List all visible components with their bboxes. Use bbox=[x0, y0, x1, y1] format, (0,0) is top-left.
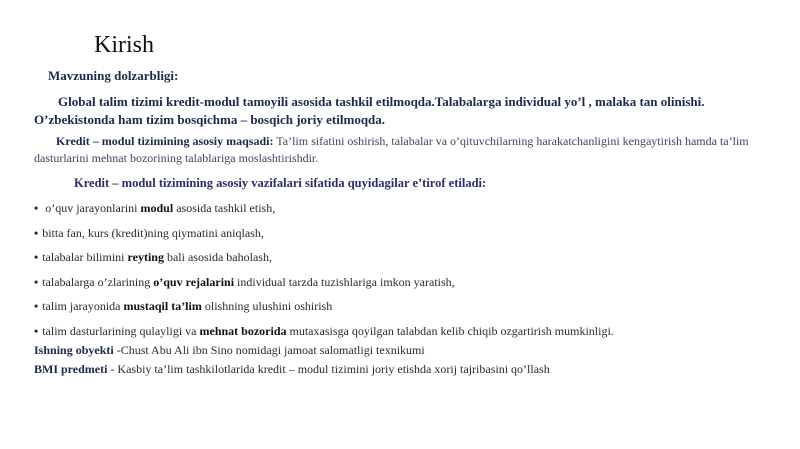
research-object-line bbox=[34, 343, 425, 358]
bullet-icon: • bbox=[34, 201, 39, 215]
research-subject-line bbox=[34, 362, 550, 377]
research-object-label: Ishning obyekti bbox=[34, 343, 114, 357]
goal-paragraph bbox=[34, 133, 764, 167]
list-item: • bitta fan, kurs (kredit)ning qiymatini aniqlash, bbox=[34, 225, 264, 240]
relevance-heading: Mavzuning dolzarbligi: bbox=[48, 68, 179, 83]
bullet-icon: • bbox=[34, 323, 39, 338]
goal-text: Ta’lim sifatini oshirish, talabalar va o’qituvchilarning harakatchanligini kengaytirish hamda ta’lim dasturlarini mehnat bozorining talablariga moslashtirishdir. bbox=[34, 134, 749, 165]
tasks-list bbox=[34, 199, 774, 346]
intro-text: Global talim tizimi kredit-modul tamoyili asosida tashkil etilmoqda.Talabalarga individual yo’l , malaka tan olinishi. O’zbekistonda ham tizim bosqichma – bosqich joriy etilmoqda. bbox=[34, 94, 705, 127]
research-object-text: -Chust Abu Ali ibn Sino nomidagi jamoat salomatligi texnikumi bbox=[113, 343, 425, 357]
bullet-icon: • bbox=[34, 250, 39, 264]
intro-paragraph bbox=[34, 93, 754, 129]
bullet-icon: • bbox=[34, 225, 39, 240]
research-subject-text: - Kasbiy ta’lim tashkilotlarida kredit – modul tizimini joriy etishda xorij tajribasini qo’llash bbox=[107, 362, 550, 376]
list-item: • talim jarayonida mustaqil ta’lim olishning ulushini oshirish bbox=[34, 299, 333, 313]
research-subject-label: BMI predmeti bbox=[34, 362, 108, 376]
slide-title: Kirish bbox=[94, 32, 154, 58]
list-item: • talabalar bilimini reyting bali asosida baholash, bbox=[34, 250, 272, 264]
list-item: • o’quv jarayonlarini modul asosida tashkil etish, bbox=[34, 201, 276, 215]
bullet-icon: • bbox=[34, 274, 39, 289]
list-item: • talim dasturlarining qulayligi va mehnat bozorida mutaxasisga qoyilgan talabdan kelib chiqib ozgartirish mumkinligi. bbox=[34, 323, 614, 338]
list-item: • talabalarga o’zlarining o’quv rejalarini individual tarzda tuzishlariga imkon yaratish, bbox=[34, 274, 455, 289]
bullet-icon: • bbox=[34, 299, 39, 313]
tasks-heading: Kredit – modul tizimining asosiy vazifalari sifatida quyidagilar e’tirof etiladi: bbox=[74, 176, 487, 190]
goal-lead: Kredit – modul tizimining asosiy maqsadi: bbox=[56, 134, 274, 148]
